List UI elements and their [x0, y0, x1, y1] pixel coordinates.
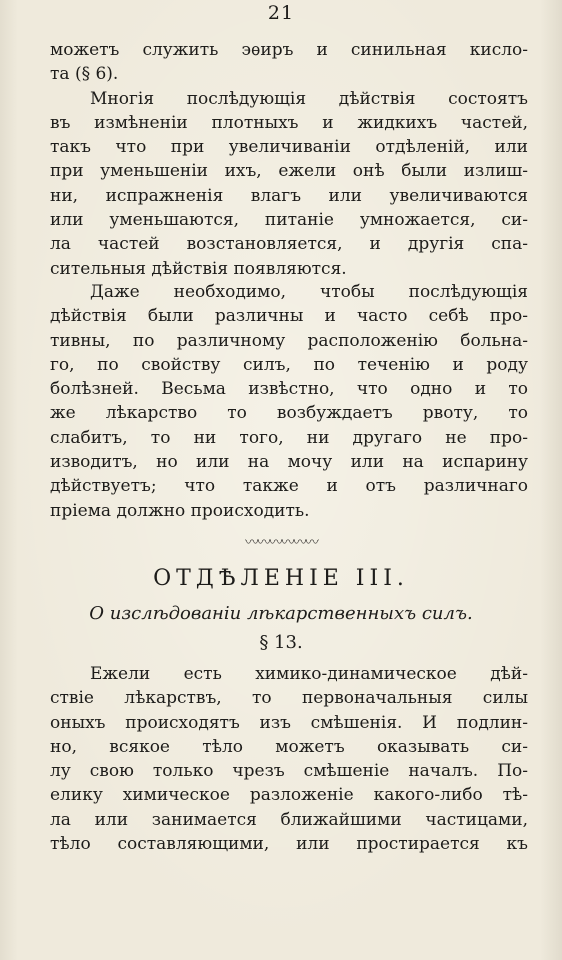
text-line: пріема должно происходить. [50, 500, 310, 521]
ornamental-separator: 〰〰〰〰〰〰 [245, 535, 317, 551]
text-line: ствіе лѣкарствъ, то первоначальныя силы [50, 688, 528, 709]
text-block-top [50, 38, 528, 281]
text-line: но, всякое тѣло можетъ оказывать си- [50, 736, 528, 757]
text-block-bottom [50, 662, 528, 856]
text-line: лу свою только чрезъ смѣшеніе началъ. По- [50, 761, 528, 782]
paragraph-first-line: Даже необходимо, чтобы послѣдующія [90, 282, 528, 302]
text-line: въ измѣненіи плотныхъ и жидкихъ частей, [50, 112, 528, 133]
page-number: 21 [267, 2, 295, 24]
text-line: изводитъ, но или на мочу или на испарину [50, 452, 528, 473]
text-line: сительныя дѣйствія появляются. [50, 258, 347, 279]
text-line: такъ что при увеличиваніи отдѣленій, или [50, 137, 528, 158]
text-line: же лѣкарство то возбуждаетъ рвоту, то [50, 403, 528, 424]
paragraph-first-line: Ежели есть химико-динамическое дѣй- [90, 664, 528, 684]
text-line: дѣйствуетъ; что также и отъ различнаго [50, 476, 528, 497]
text-block-middle [50, 280, 528, 523]
section-heading: ОТДѢЛЕНІЕ III. [153, 566, 409, 591]
paragraph-first-line: Многія послѣдующія дѣйствія состоятъ [90, 88, 528, 109]
section-mark: § 13. [259, 632, 303, 653]
text-line: ла или занимается ближайшими частицами, [50, 809, 528, 830]
text-line: ла частей возстановляется, и другія спа- [50, 234, 528, 255]
text-line: елику химическое разложеніе какого-либо тѣ- [50, 785, 528, 806]
text-line: болѣзней. Весьма извѣстно, что одно и то [50, 379, 528, 400]
text-line: тѣло составляющими, или простирается къ [50, 834, 528, 855]
text-line: тивны, по различному расположенію больна- [50, 330, 528, 351]
text-line: ни, испражненія влагъ или увеличиваются [50, 185, 528, 206]
text-line: можетъ служить эѳиръ и синильная кисло- [50, 40, 528, 60]
text-line: при уменьшеніи ихъ, ежели онѣ были излиш- [50, 161, 528, 182]
section-subtitle: О изслѣдованіи лѣкарственныхъ силъ. [89, 603, 473, 624]
text-line: го, по свойству силъ, по теченію и роду [50, 354, 528, 375]
text-line: слабитъ, то ни того, ни другаго не про- [50, 427, 528, 448]
text-line: оныхъ происходятъ изъ смѣшенія. И подлин- [50, 712, 528, 733]
text-line: та (§ 6). [50, 64, 119, 85]
text-line: дѣйствія были различны и часто себѣ про- [50, 306, 528, 327]
text-line: или уменьшаются, питаніе умножается, си- [50, 210, 528, 231]
